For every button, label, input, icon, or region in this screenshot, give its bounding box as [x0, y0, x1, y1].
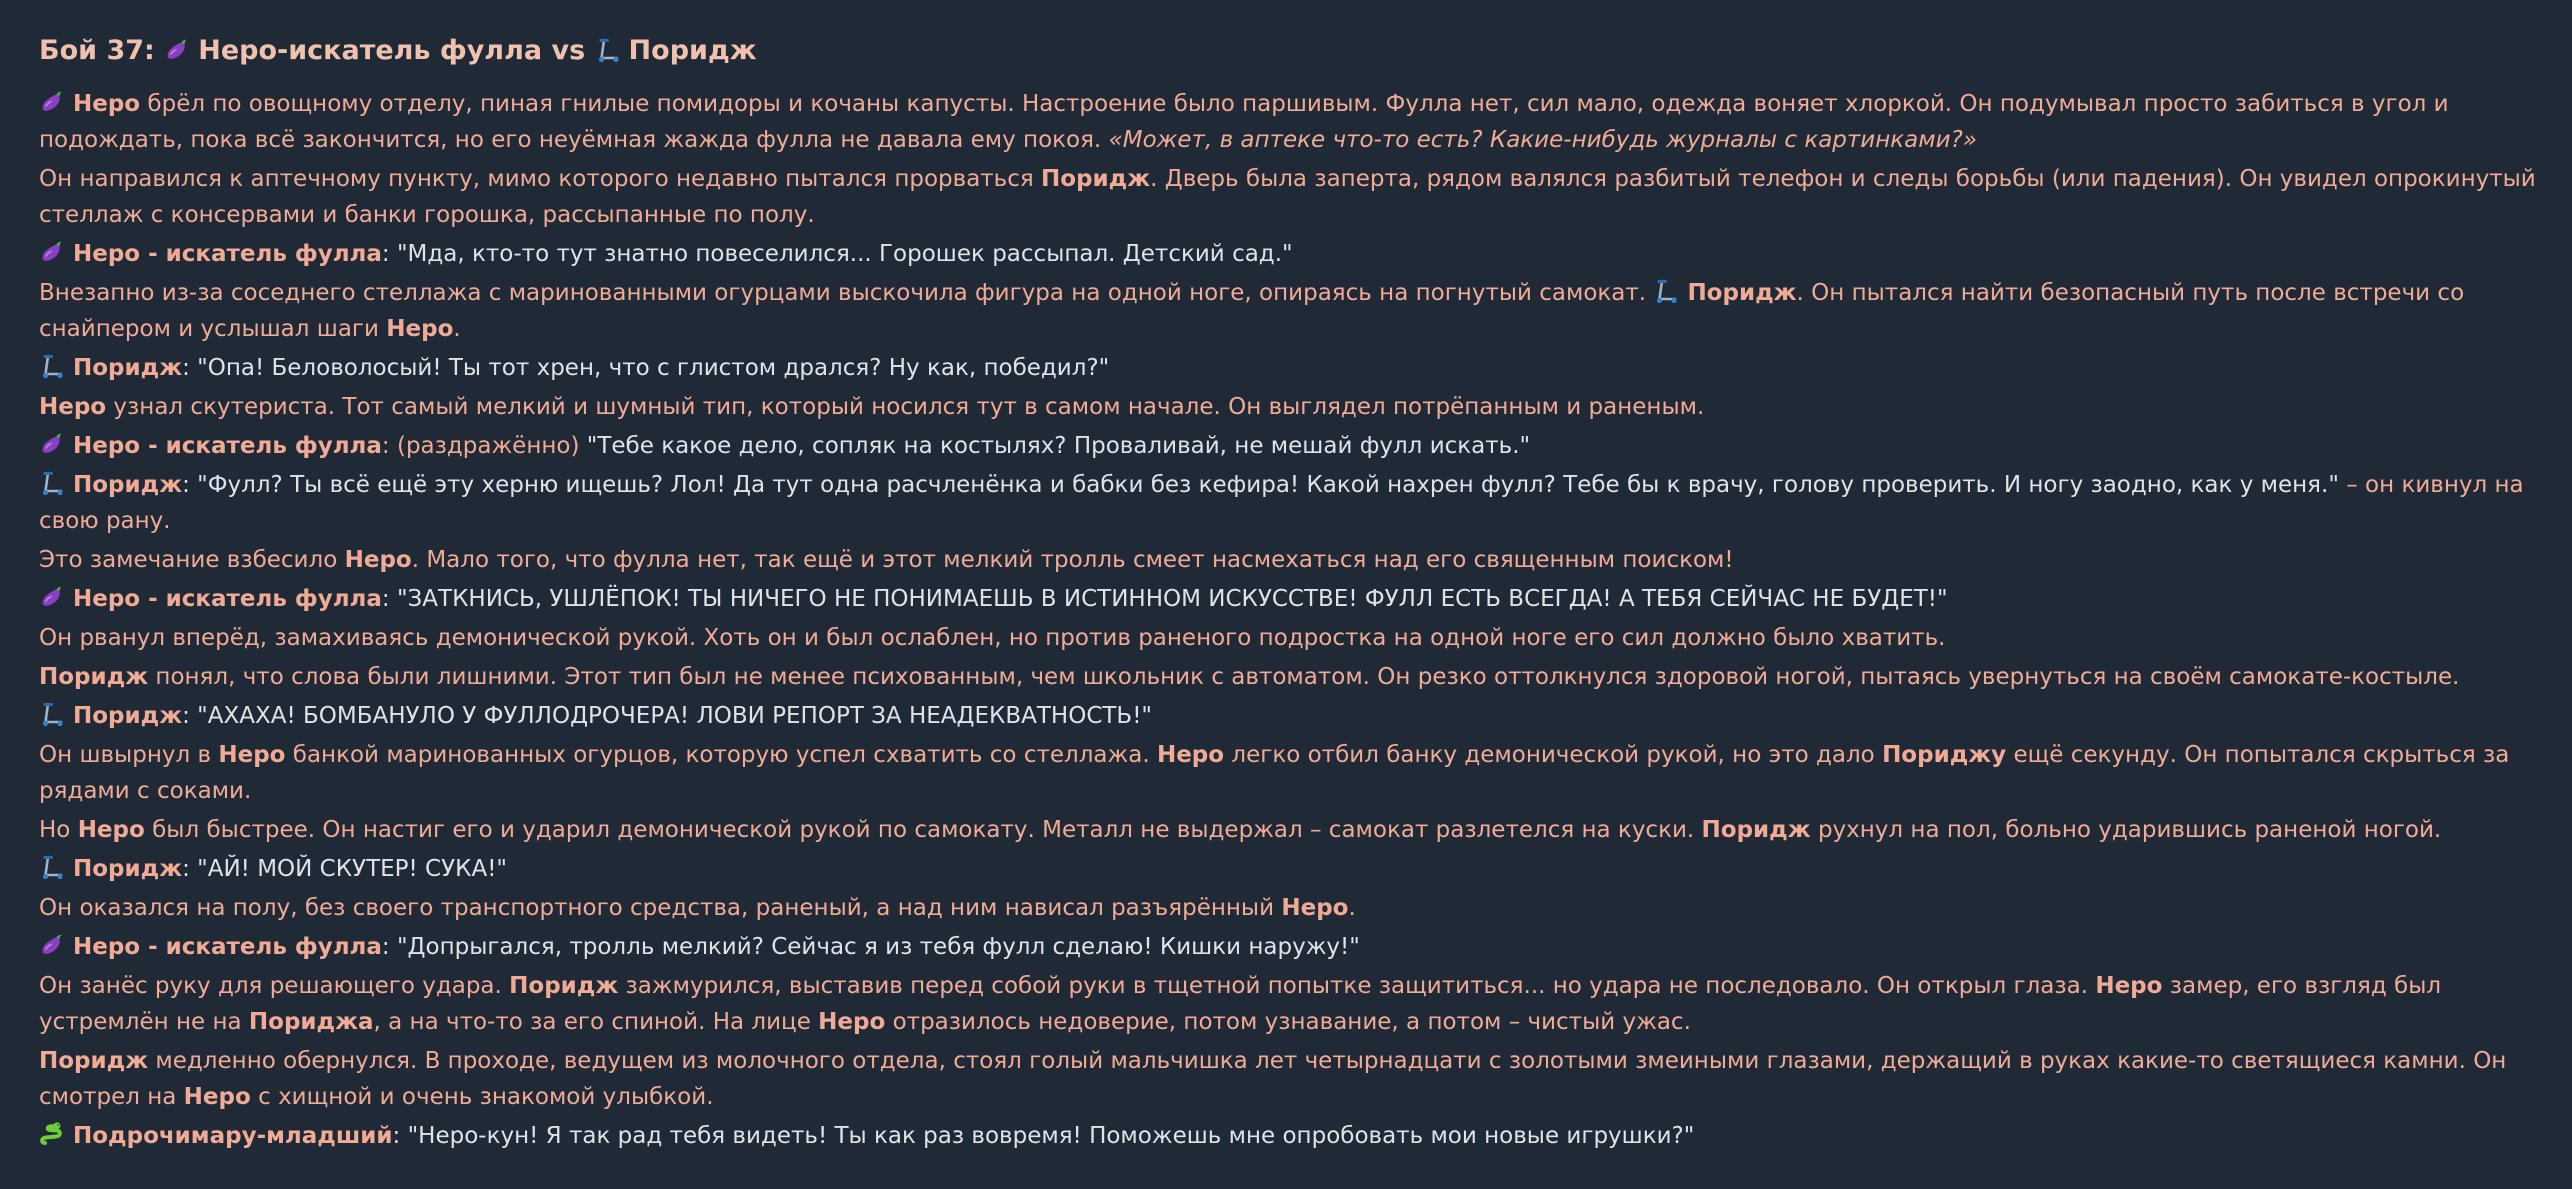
- narration-paragraph: [39, 1043, 2544, 1115]
- dialogue-text: : "Опа! Беловолосый! Ты тот хрен, что с глистом дрался? Ну как, победил?": [182, 355, 1110, 381]
- narration-paragraph: [39, 389, 2544, 425]
- dialogue-line: [39, 428, 2544, 464]
- narration-text: Но: [39, 817, 78, 843]
- character-name: Неро: [183, 1084, 251, 1110]
- dialogue-line: [39, 236, 2544, 272]
- dialogue-text: "Тебе какое дело, сопляк на костылях? Проваливай, не мешай фулл искать.": [579, 433, 1531, 459]
- narration-text: банкой маринованных огурцов, которую успел схватить со стеллажа.: [285, 742, 1157, 768]
- character-name: Неро: [39, 394, 107, 420]
- narration-text: Он рванул вперёд, замахиваясь демонической рукой. Хоть он и был ослаблен, но против раненого подростка на одной ноге его сил должно было хватить.: [39, 625, 1946, 651]
- character-name: Неро: [344, 547, 412, 573]
- narration-text: замер, его взгляд был устремлён не на: [39, 973, 2442, 1035]
- narration-text: , а на что-то за его спиной. На лице: [373, 1009, 819, 1035]
- narration-text: понял, что слова были лишними. Этот тип был не менее психованным, чем школьник с автоматом. Он резко оттолкнулся здоровой ногой, пытаясь увернуться на своём самокате-костыле.: [148, 664, 2460, 690]
- narration-text: брёл по овощному отделу, пиная гнилые помидоры и кочаны капусты. Настроение было паршивым. Фулла нет, сил мало, одежда воняет хлоркой. Он подумывал просто забиться в угол и подождать, пока всё закончится, но его неуёмная жажда фулла не давала ему покоя.: [39, 91, 2449, 153]
- narration-paragraph: [39, 737, 2544, 809]
- speaker-name: Неро - искатель фулла: [73, 586, 382, 612]
- dialogue-line: [39, 929, 2544, 965]
- character-name: Поридж: [1041, 166, 1151, 192]
- character-name: Неро: [77, 817, 145, 843]
- narration-text: медленно обернулся. В проходе, ведущем из молочного отдела, стоял голый мальчишка лет четырнадцати с золотыми змеиными глазами, держащий в руках какие-то светящиеся камни. Он смотрел на: [39, 1048, 2507, 1110]
- speaker-name: Поридж: [73, 472, 183, 498]
- narration-text: Он оказался на полу, без своего транспортного средства, раненый, а над ним нависал разъярённый: [39, 895, 1282, 921]
- character-name: Пориджу: [1882, 742, 2007, 768]
- crutch-icon: [595, 37, 621, 63]
- fighter1-name: Неро-искатель фулла: [198, 35, 543, 66]
- eggplant-icon: [39, 932, 65, 958]
- narration-text: отразилось недоверие, потом узнавание, а потом – чистый ужас.: [885, 1009, 1691, 1035]
- battle-title: [39, 31, 2544, 71]
- snake-icon: [39, 1121, 65, 1147]
- title-prefix: Бой 37:: [39, 35, 155, 66]
- title-vs: vs: [551, 35, 586, 66]
- narration-paragraph: [39, 968, 2544, 1040]
- character-name: Неро: [818, 1009, 886, 1035]
- narration-paragraph: [39, 275, 2544, 347]
- crutch-icon: [39, 701, 65, 727]
- dialogue-text: : "ЗАТКНИСЬ, УШЛЁПОК! ТЫ НИЧЕГО НЕ ПОНИМАЕШЬ В ИСТИННОМ ИСКУССТВЕ! ФУЛЛ ЕСТЬ ВСЕГДА! А ТЕБЯ СЕЙЧАС НЕ БУДЕТ!": [381, 586, 1948, 612]
- character-name: Поридж: [509, 973, 619, 999]
- dialogue-text: : "Неро-кун! Я так рад тебя видеть! Ты как раз вовремя! Поможешь мне опробовать мои новые игрушки?": [392, 1123, 1695, 1149]
- speaker-name: Неро - искатель фулла: [73, 241, 382, 267]
- speaker-name: Поридж: [73, 355, 183, 381]
- character-name: Неро: [2095, 973, 2163, 999]
- character-name: Поридж: [39, 664, 149, 690]
- character-name: Пориджа: [248, 1009, 374, 1035]
- character-name: Неро: [218, 742, 286, 768]
- stage-direction: – он кивнул на свою рану.: [39, 472, 2524, 534]
- crutch-icon: [39, 854, 65, 880]
- narration-text: узнал скутериста. Тот самый мелкий и шумный тип, который носился тут в самом начале. Он выглядел потрёпанным и раненым.: [106, 394, 1705, 420]
- narration-paragraph: [39, 659, 2544, 695]
- narration-text: .: [453, 316, 461, 342]
- dialogue-line: [39, 581, 2544, 617]
- speaker-name: Поридж: [73, 856, 183, 882]
- narration-text: Это замечание взбесило: [39, 547, 345, 573]
- story-body: [39, 86, 2544, 1154]
- narration-text: Он направился к аптечному пункту, мимо которого недавно пытался прорваться: [39, 166, 1042, 192]
- dialogue-text: : "Мда, кто-то тут знатно повеселился... Горошек рассыпал. Детский сад.": [381, 241, 1293, 267]
- narration-text: был быстрее. Он настиг его и ударил демонической рукой по самокату. Металл не выдержал – самокат разлетелся на куски.: [144, 817, 1702, 843]
- dialogue-text: : "АЙ! МОЙ СКУТЕР! СУКА!": [182, 856, 507, 882]
- dialogue-line: [39, 851, 2544, 887]
- eggplant-icon: [39, 239, 65, 265]
- fighter2-name: Поридж: [628, 35, 757, 66]
- dialogue-text: : "АХАХА! БОМБАНУЛО У ФУЛЛОДРОЧЕРА! ЛОВИ РЕПОРТ ЗА НЕАДЕКВАТНОСТЬ!": [182, 703, 1153, 729]
- speaker-name: Неро - искатель фулла: [73, 433, 382, 459]
- dialogue-text: : "Фулл? Ты всё ещё эту херню ищешь? Лол! Да тут одна расчленёнка и бабки без кефира! Какой нахрен фулл? Тебе бы к врачу, голову проверить. И ногу заодно, как у меня.": [182, 472, 2339, 498]
- narration-paragraph: [39, 542, 2544, 578]
- dialogue-line: [39, 467, 2544, 539]
- narration-text: ещё секунду. Он попытался скрыться за рядами с соками.: [39, 742, 2510, 804]
- narration-text: рухнул на пол, больно ударившись раненой ногой.: [1810, 817, 2442, 843]
- character-name: Неро: [73, 91, 141, 117]
- battle-log: [39, 31, 2544, 1157]
- character-name: Неро: [1281, 895, 1349, 921]
- eggplant-icon: [39, 431, 65, 457]
- narration-paragraph: [39, 890, 2544, 926]
- dialogue-line: [39, 350, 2544, 386]
- speaker-name: Подрочимару-младший: [73, 1123, 393, 1149]
- dialogue-text: : "Допрыгался, тролль мелкий? Сейчас я из тебя фулл сделаю! Кишки наружу!": [381, 934, 1360, 960]
- character-name: Неро: [386, 316, 454, 342]
- character-name: Поридж: [1687, 280, 1797, 306]
- narration-paragraph: [39, 161, 2544, 233]
- crutch-icon: [39, 353, 65, 379]
- narration-paragraph: [39, 620, 2544, 656]
- narration-text: с хищной и очень знакомой улыбкой.: [250, 1084, 714, 1110]
- dialogue-line: [39, 698, 2544, 734]
- crutch-icon: [39, 470, 65, 496]
- narration-text: Внезапно из-за соседнего стеллажа с маринованными огурцами выскочила фигура на одной ноге, опираясь на погнутый самокат.: [39, 280, 1654, 306]
- narration-text: . Он пытался найти безопасный путь после встречи со снайпером и услышал шаги: [39, 280, 2465, 342]
- dialogue-line: [39, 1118, 2544, 1154]
- narration-text: .: [1348, 895, 1356, 921]
- narration-text: легко отбил банку демонической рукой, но это дало: [1224, 742, 1883, 768]
- narration-text: Он швырнул в: [39, 742, 219, 768]
- character-name: Поридж: [1701, 817, 1811, 843]
- stage-direction: : (раздражённо): [381, 433, 580, 459]
- eggplant-icon: [164, 37, 190, 63]
- narration-text: Он занёс руку для решающего удара.: [39, 973, 510, 999]
- narration-text: . Мало того, что фулла нет, так ещё и этот мелкий тролль смеет насмехаться над его священным поиском!: [411, 547, 1734, 573]
- speaker-name: Неро - искатель фулла: [73, 934, 382, 960]
- narration-paragraph: [39, 86, 2544, 158]
- character-name: Неро: [1156, 742, 1225, 768]
- narration-text: зажмурился, выставив перед собой руки в тщетной попытке защититься... но удара не последовало. Он открыл глаза.: [618, 973, 2096, 999]
- inner-thought: «Может, в аптеке что-то есть? Какие-нибудь журналы с картинками?»: [1108, 127, 1977, 153]
- narration-paragraph: [39, 812, 2544, 848]
- character-name: Поридж: [39, 1048, 149, 1074]
- speaker-name: Поридж: [73, 703, 183, 729]
- eggplant-icon: [39, 89, 65, 115]
- crutch-icon: [1653, 278, 1679, 304]
- eggplant-icon: [39, 584, 65, 610]
- narration-text: . Дверь была заперта, рядом валялся разбитый телефон и следы борьбы (или падения). Он увидел опрокинутый стеллаж с консервами и банки горошка, рассыпанные по полу.: [39, 166, 2536, 228]
